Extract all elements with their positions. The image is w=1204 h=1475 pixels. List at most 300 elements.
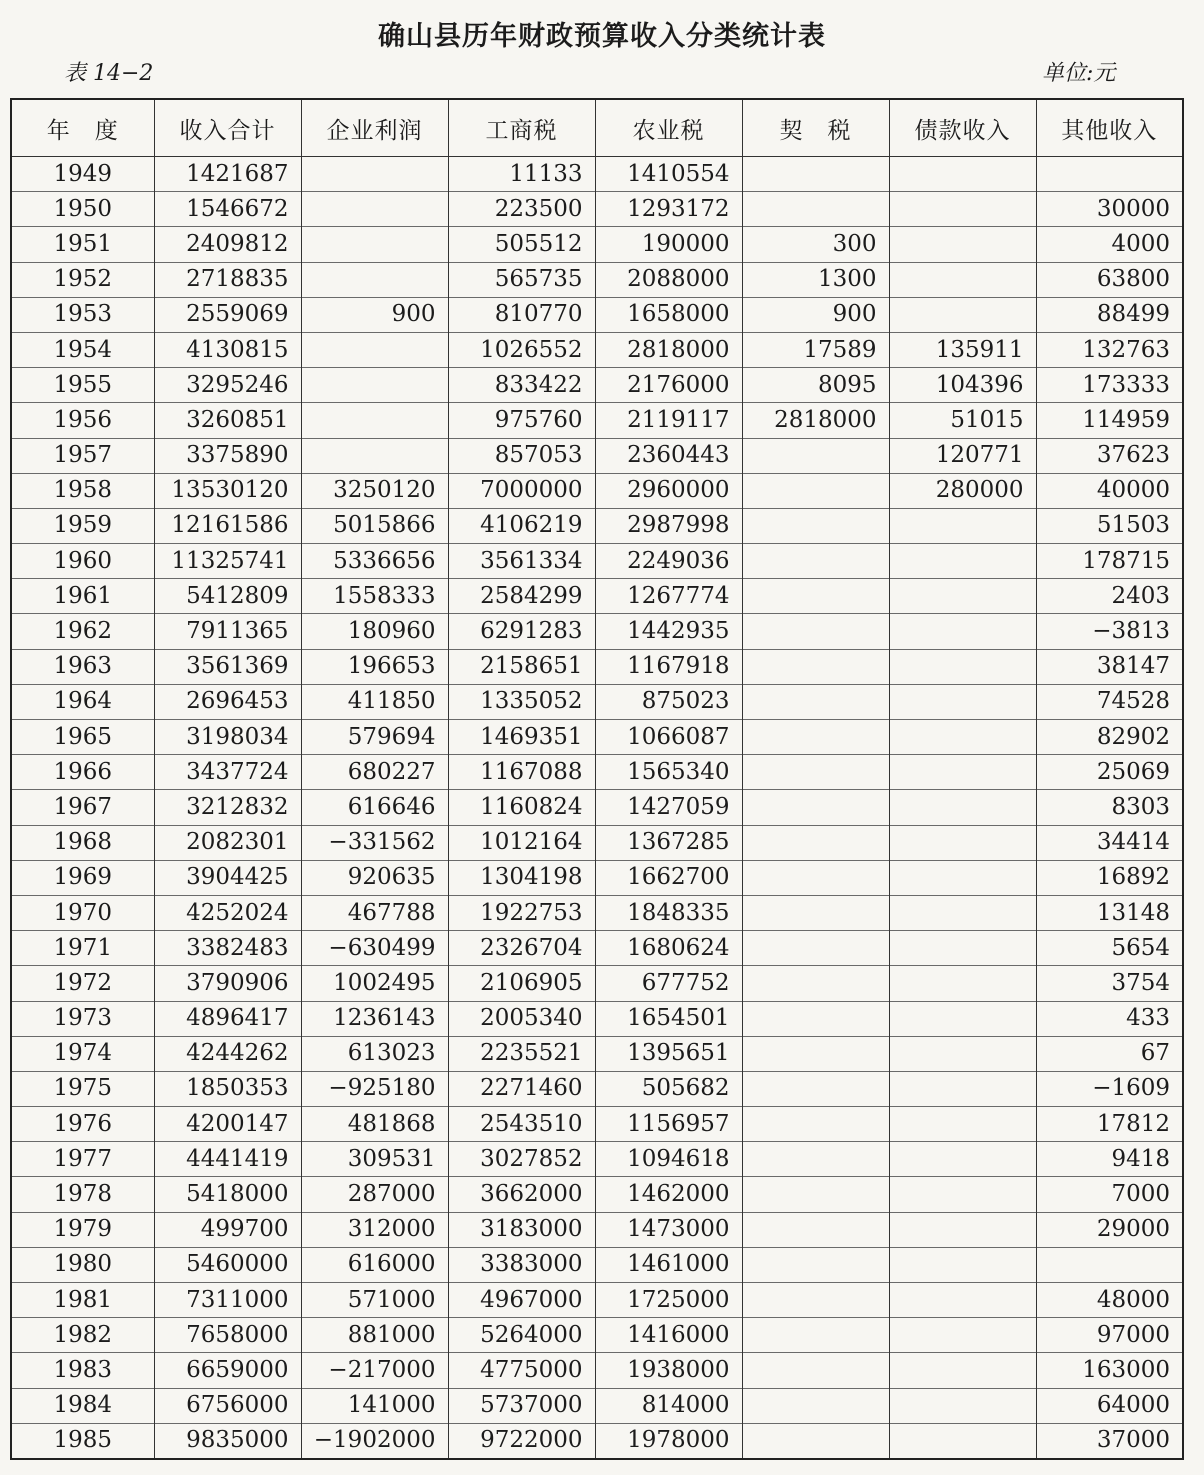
agricultural-tax-cell: 1658000: [595, 297, 742, 332]
year-cell: 1983: [11, 1353, 154, 1388]
bond-income-cell: [889, 720, 1036, 755]
deed-tax-cell: [742, 157, 889, 192]
total-cell: 4896417: [154, 1001, 301, 1036]
total-cell: 11325741: [154, 544, 301, 579]
table-row: [11, 966, 1183, 1001]
agricultural-tax-cell: 1848335: [595, 895, 742, 930]
agricultural-tax-cell: 1293172: [595, 192, 742, 227]
agricultural-tax-cell: 1938000: [595, 1353, 742, 1388]
other-income-cell: 38147: [1036, 649, 1183, 684]
deed-tax-cell: [742, 755, 889, 790]
bond-income-cell: [889, 227, 1036, 262]
enterprise-profit-cell: 1002495: [301, 966, 448, 1001]
bond-income-cell: [889, 1212, 1036, 1247]
enterprise-profit-cell: 571000: [301, 1283, 448, 1318]
table-row: [11, 368, 1183, 403]
bond-income-cell: [889, 1283, 1036, 1318]
industry-commerce-tax-cell: 833422: [448, 368, 595, 403]
year-cell: 1985: [11, 1423, 154, 1459]
other-income-cell: −3813: [1036, 614, 1183, 649]
other-income-cell: 9418: [1036, 1142, 1183, 1177]
other-income-cell: −1609: [1036, 1071, 1183, 1106]
deed-tax-cell: [742, 966, 889, 1001]
industry-commerce-tax-cell: 1026552: [448, 332, 595, 367]
industry-commerce-tax-cell: 5737000: [448, 1388, 595, 1423]
other-income-cell: 114959: [1036, 403, 1183, 438]
year-cell: 1954: [11, 332, 154, 367]
table-row: [11, 157, 1183, 192]
industry-commerce-tax-cell: 4967000: [448, 1283, 595, 1318]
agricultural-tax-cell: 1156957: [595, 1107, 742, 1142]
industry-commerce-tax-cell: 9722000: [448, 1423, 595, 1459]
deed-tax-cell: [742, 1142, 889, 1177]
deed-tax-cell: [742, 1071, 889, 1106]
other-income-cell: 17812: [1036, 1107, 1183, 1142]
year-cell: 1952: [11, 262, 154, 297]
deed-tax-cell: 1300: [742, 262, 889, 297]
year-cell: 1979: [11, 1212, 154, 1247]
deed-tax-cell: [742, 684, 889, 719]
other-income-cell: 25069: [1036, 755, 1183, 790]
enterprise-profit-cell: 680227: [301, 755, 448, 790]
deed-tax-cell: [742, 1423, 889, 1459]
industry-commerce-tax-cell: 6291283: [448, 614, 595, 649]
year-cell: 1959: [11, 508, 154, 543]
agricultural-tax-cell: 1167918: [595, 649, 742, 684]
table-row: [11, 579, 1183, 614]
enterprise-profit-cell: 900: [301, 297, 448, 332]
bond-income-cell: 51015: [889, 403, 1036, 438]
year-cell: 1962: [11, 614, 154, 649]
enterprise-profit-cell: −217000: [301, 1353, 448, 1388]
bond-income-cell: [889, 825, 1036, 860]
other-income-cell: 88499: [1036, 297, 1183, 332]
table-row: [11, 895, 1183, 930]
agricultural-tax-cell: 2987998: [595, 508, 742, 543]
other-income-cell: [1036, 1247, 1183, 1282]
enterprise-profit-cell: 579694: [301, 720, 448, 755]
deed-tax-cell: 900: [742, 297, 889, 332]
bond-income-cell: [889, 297, 1036, 332]
column-header-bond-income: 债款收入: [889, 99, 1036, 157]
bond-income-cell: [889, 1071, 1036, 1106]
total-cell: 3561369: [154, 649, 301, 684]
table-row: [11, 1388, 1183, 1423]
enterprise-profit-cell: 881000: [301, 1318, 448, 1353]
industry-commerce-tax-cell: 4106219: [448, 508, 595, 543]
industry-commerce-tax-cell: 2584299: [448, 579, 595, 614]
bond-income-cell: [889, 966, 1036, 1001]
table-row: [11, 473, 1183, 508]
table-body: [11, 157, 1183, 1459]
total-cell: 3790906: [154, 966, 301, 1001]
other-income-cell: 51503: [1036, 508, 1183, 543]
total-cell: 12161586: [154, 508, 301, 543]
deed-tax-cell: 8095: [742, 368, 889, 403]
deed-tax-cell: [742, 1318, 889, 1353]
bond-income-cell: [889, 1388, 1036, 1423]
total-cell: 3382483: [154, 931, 301, 966]
total-cell: 2559069: [154, 297, 301, 332]
enterprise-profit-cell: 3250120: [301, 473, 448, 508]
deed-tax-cell: [742, 579, 889, 614]
table-row: [11, 262, 1183, 297]
other-income-cell: 37000: [1036, 1423, 1183, 1459]
deed-tax-cell: [742, 438, 889, 473]
deed-tax-cell: [742, 825, 889, 860]
other-income-cell: 67: [1036, 1036, 1183, 1071]
enterprise-profit-cell: 312000: [301, 1212, 448, 1247]
deed-tax-cell: [742, 895, 889, 930]
table-row: [11, 1142, 1183, 1177]
industry-commerce-tax-cell: 2235521: [448, 1036, 595, 1071]
industry-commerce-tax-cell: 1922753: [448, 895, 595, 930]
enterprise-profit-cell: [301, 157, 448, 192]
enterprise-profit-cell: 141000: [301, 1388, 448, 1423]
table-row: [11, 931, 1183, 966]
agricultural-tax-cell: 2818000: [595, 332, 742, 367]
agricultural-tax-cell: 1442935: [595, 614, 742, 649]
total-cell: 3375890: [154, 438, 301, 473]
year-cell: 1950: [11, 192, 154, 227]
total-cell: 5460000: [154, 1247, 301, 1282]
total-cell: 2696453: [154, 684, 301, 719]
table-row: [11, 684, 1183, 719]
industry-commerce-tax-cell: 3383000: [448, 1247, 595, 1282]
enterprise-profit-cell: 613023: [301, 1036, 448, 1071]
other-income-cell: 178715: [1036, 544, 1183, 579]
industry-commerce-tax-cell: 1167088: [448, 755, 595, 790]
column-header-deed-tax: 契 税: [742, 99, 889, 157]
agricultural-tax-cell: 1725000: [595, 1283, 742, 1318]
fiscal-revenue-table: [10, 98, 1184, 1460]
deed-tax-cell: [742, 1283, 889, 1318]
deed-tax-cell: 2818000: [742, 403, 889, 438]
deed-tax-cell: [742, 1107, 889, 1142]
column-header-year: 年 度: [11, 99, 154, 157]
year-cell: 1977: [11, 1142, 154, 1177]
agricultural-tax-cell: 1427059: [595, 790, 742, 825]
bond-income-cell: [889, 790, 1036, 825]
table-row: [11, 1353, 1183, 1388]
bond-income-cell: [889, 1036, 1036, 1071]
bond-income-cell: [889, 860, 1036, 895]
total-cell: 7658000: [154, 1318, 301, 1353]
agricultural-tax-cell: 1066087: [595, 720, 742, 755]
industry-commerce-tax-cell: 2106905: [448, 966, 595, 1001]
total-cell: 4441419: [154, 1142, 301, 1177]
enterprise-profit-cell: [301, 227, 448, 262]
total-cell: 1546672: [154, 192, 301, 227]
agricultural-tax-cell: 1367285: [595, 825, 742, 860]
other-income-cell: 97000: [1036, 1318, 1183, 1353]
industry-commerce-tax-cell: 810770: [448, 297, 595, 332]
bond-income-cell: [889, 262, 1036, 297]
table-row: [11, 1283, 1183, 1318]
enterprise-profit-cell: 180960: [301, 614, 448, 649]
other-income-cell: 74528: [1036, 684, 1183, 719]
year-cell: 1965: [11, 720, 154, 755]
industry-commerce-tax-cell: 2158651: [448, 649, 595, 684]
bond-income-cell: [889, 1247, 1036, 1282]
enterprise-profit-cell: 1236143: [301, 1001, 448, 1036]
industry-commerce-tax-cell: 2005340: [448, 1001, 595, 1036]
year-cell: 1955: [11, 368, 154, 403]
table-row: [11, 720, 1183, 755]
other-income-cell: 34414: [1036, 825, 1183, 860]
agricultural-tax-cell: 2119117: [595, 403, 742, 438]
table-row: [11, 1177, 1183, 1212]
bond-income-cell: [889, 1353, 1036, 1388]
industry-commerce-tax-cell: 7000000: [448, 473, 595, 508]
table-row: [11, 227, 1183, 262]
bond-income-cell: [889, 1318, 1036, 1353]
deed-tax-cell: [742, 1247, 889, 1282]
agricultural-tax-cell: 1662700: [595, 860, 742, 895]
industry-commerce-tax-cell: 2543510: [448, 1107, 595, 1142]
enterprise-profit-cell: 481868: [301, 1107, 448, 1142]
agricultural-tax-cell: 1094618: [595, 1142, 742, 1177]
industry-commerce-tax-cell: 5264000: [448, 1318, 595, 1353]
table-row: [11, 1247, 1183, 1282]
table-row: [11, 508, 1183, 543]
other-income-cell: 16892: [1036, 860, 1183, 895]
page-title: 确山县历年财政预算收入分类统计表: [378, 21, 826, 52]
bond-income-cell: [889, 1423, 1036, 1459]
industry-commerce-tax-cell: 3027852: [448, 1142, 595, 1177]
bond-income-cell: [889, 684, 1036, 719]
table-row: [11, 332, 1183, 367]
table-row: [11, 1423, 1183, 1459]
year-cell: 1960: [11, 544, 154, 579]
deed-tax-cell: [742, 1353, 889, 1388]
industry-commerce-tax-cell: 223500: [448, 192, 595, 227]
industry-commerce-tax-cell: 857053: [448, 438, 595, 473]
year-cell: 1973: [11, 1001, 154, 1036]
total-cell: 3904425: [154, 860, 301, 895]
agricultural-tax-cell: 1473000: [595, 1212, 742, 1247]
total-cell: 3437724: [154, 755, 301, 790]
deed-tax-cell: [742, 790, 889, 825]
other-income-cell: 3754: [1036, 966, 1183, 1001]
year-cell: 1974: [11, 1036, 154, 1071]
year-cell: 1972: [11, 966, 154, 1001]
table-row: [11, 1107, 1183, 1142]
bond-income-cell: 280000: [889, 473, 1036, 508]
other-income-cell: 8303: [1036, 790, 1183, 825]
bond-income-cell: [889, 1107, 1036, 1142]
other-income-cell: 37623: [1036, 438, 1183, 473]
deed-tax-cell: [742, 614, 889, 649]
deed-tax-cell: 300: [742, 227, 889, 262]
agricultural-tax-cell: 1461000: [595, 1247, 742, 1282]
unit-label: 单位:元: [1042, 61, 1116, 86]
enterprise-profit-cell: 287000: [301, 1177, 448, 1212]
total-cell: 1850353: [154, 1071, 301, 1106]
deed-tax-cell: [742, 192, 889, 227]
agricultural-tax-cell: 1410554: [595, 157, 742, 192]
table-row: [11, 1212, 1183, 1247]
total-cell: 5412809: [154, 579, 301, 614]
deed-tax-cell: [742, 1177, 889, 1212]
total-cell: 6659000: [154, 1353, 301, 1388]
agricultural-tax-cell: 2360443: [595, 438, 742, 473]
enterprise-profit-cell: 920635: [301, 860, 448, 895]
bond-income-cell: [889, 579, 1036, 614]
year-cell: 1967: [11, 790, 154, 825]
bond-income-cell: [889, 157, 1036, 192]
total-cell: 6756000: [154, 1388, 301, 1423]
total-cell: 4252024: [154, 895, 301, 930]
enterprise-profit-cell: [301, 262, 448, 297]
bond-income-cell: [889, 508, 1036, 543]
other-income-cell: 30000: [1036, 192, 1183, 227]
year-cell: 1961: [11, 579, 154, 614]
other-income-cell: 63800: [1036, 262, 1183, 297]
industry-commerce-tax-cell: 4775000: [448, 1353, 595, 1388]
deed-tax-cell: [742, 931, 889, 966]
total-cell: 9835000: [154, 1423, 301, 1459]
agricultural-tax-cell: 2088000: [595, 262, 742, 297]
other-income-cell: 4000: [1036, 227, 1183, 262]
year-cell: 1963: [11, 649, 154, 684]
other-income-cell: [1036, 157, 1183, 192]
bond-income-cell: [889, 1001, 1036, 1036]
deed-tax-cell: 17589: [742, 332, 889, 367]
table-row: [11, 825, 1183, 860]
bond-income-cell: [889, 1177, 1036, 1212]
table-row: [11, 614, 1183, 649]
enterprise-profit-cell: 309531: [301, 1142, 448, 1177]
other-income-cell: 82902: [1036, 720, 1183, 755]
enterprise-profit-cell: [301, 368, 448, 403]
year-cell: 1957: [11, 438, 154, 473]
table-row: [11, 755, 1183, 790]
total-cell: 4200147: [154, 1107, 301, 1142]
agricultural-tax-cell: 1654501: [595, 1001, 742, 1036]
other-income-cell: 48000: [1036, 1283, 1183, 1318]
deed-tax-cell: [742, 473, 889, 508]
table-row: [11, 790, 1183, 825]
deed-tax-cell: [742, 508, 889, 543]
agricultural-tax-cell: 814000: [595, 1388, 742, 1423]
other-income-cell: 13148: [1036, 895, 1183, 930]
enterprise-profit-cell: 411850: [301, 684, 448, 719]
enterprise-profit-cell: 196653: [301, 649, 448, 684]
year-cell: 1981: [11, 1283, 154, 1318]
other-income-cell: 40000: [1036, 473, 1183, 508]
total-cell: 1421687: [154, 157, 301, 192]
year-cell: 1951: [11, 227, 154, 262]
year-cell: 1980: [11, 1247, 154, 1282]
total-cell: 13530120: [154, 473, 301, 508]
agricultural-tax-cell: 2176000: [595, 368, 742, 403]
deed-tax-cell: [742, 649, 889, 684]
industry-commerce-tax-cell: 3662000: [448, 1177, 595, 1212]
other-income-cell: 163000: [1036, 1353, 1183, 1388]
table-row: [11, 403, 1183, 438]
deed-tax-cell: [742, 1036, 889, 1071]
other-income-cell: 433: [1036, 1001, 1183, 1036]
table-row: [11, 192, 1183, 227]
enterprise-profit-cell: −331562: [301, 825, 448, 860]
agricultural-tax-cell: 677752: [595, 966, 742, 1001]
table-row: [11, 1001, 1183, 1036]
year-cell: 1968: [11, 825, 154, 860]
industry-commerce-tax-cell: 11133: [448, 157, 595, 192]
bond-income-cell: 120771: [889, 438, 1036, 473]
year-cell: 1982: [11, 1318, 154, 1353]
agricultural-tax-cell: 875023: [595, 684, 742, 719]
year-cell: 1976: [11, 1107, 154, 1142]
agricultural-tax-cell: 505682: [595, 1071, 742, 1106]
industry-commerce-tax-cell: 1012164: [448, 825, 595, 860]
table-row: [11, 1071, 1183, 1106]
bond-income-cell: 104396: [889, 368, 1036, 403]
table-row: [11, 544, 1183, 579]
table-row: [11, 1036, 1183, 1071]
deed-tax-cell: [742, 544, 889, 579]
agricultural-tax-cell: 1416000: [595, 1318, 742, 1353]
industry-commerce-tax-cell: 975760: [448, 403, 595, 438]
year-cell: 1966: [11, 755, 154, 790]
total-cell: 2409812: [154, 227, 301, 262]
bond-income-cell: [889, 192, 1036, 227]
column-header-total: 收入合计: [154, 99, 301, 157]
industry-commerce-tax-cell: 3183000: [448, 1212, 595, 1247]
agricultural-tax-cell: 1462000: [595, 1177, 742, 1212]
agricultural-tax-cell: 2960000: [595, 473, 742, 508]
total-cell: 7311000: [154, 1283, 301, 1318]
year-cell: 1964: [11, 684, 154, 719]
enterprise-profit-cell: −630499: [301, 931, 448, 966]
bond-income-cell: [889, 755, 1036, 790]
other-income-cell: 64000: [1036, 1388, 1183, 1423]
industry-commerce-tax-cell: 1304198: [448, 860, 595, 895]
industry-commerce-tax-cell: 565735: [448, 262, 595, 297]
deed-tax-cell: [742, 720, 889, 755]
total-cell: 3198034: [154, 720, 301, 755]
year-cell: 1969: [11, 860, 154, 895]
year-cell: 1958: [11, 473, 154, 508]
deed-tax-cell: [742, 1388, 889, 1423]
year-cell: 1956: [11, 403, 154, 438]
table-row: [11, 1318, 1183, 1353]
total-cell: 2718835: [154, 262, 301, 297]
enterprise-profit-cell: [301, 332, 448, 367]
total-cell: 3212832: [154, 790, 301, 825]
bond-income-cell: [889, 895, 1036, 930]
table-row: [11, 860, 1183, 895]
other-income-cell: 132763: [1036, 332, 1183, 367]
industry-commerce-tax-cell: 1469351: [448, 720, 595, 755]
industry-commerce-tax-cell: 3561334: [448, 544, 595, 579]
bond-income-cell: 135911: [889, 332, 1036, 367]
deed-tax-cell: [742, 1212, 889, 1247]
bond-income-cell: [889, 1142, 1036, 1177]
table-row: [11, 438, 1183, 473]
deed-tax-cell: [742, 1001, 889, 1036]
industry-commerce-tax-cell: 505512: [448, 227, 595, 262]
table-number: 表 14−2: [64, 61, 154, 86]
total-cell: 499700: [154, 1212, 301, 1247]
agricultural-tax-cell: 2249036: [595, 544, 742, 579]
column-header-industry-commerce-tax: 工商税: [448, 99, 595, 157]
bond-income-cell: [889, 931, 1036, 966]
enterprise-profit-cell: [301, 438, 448, 473]
industry-commerce-tax-cell: 1335052: [448, 684, 595, 719]
year-cell: 1975: [11, 1071, 154, 1106]
